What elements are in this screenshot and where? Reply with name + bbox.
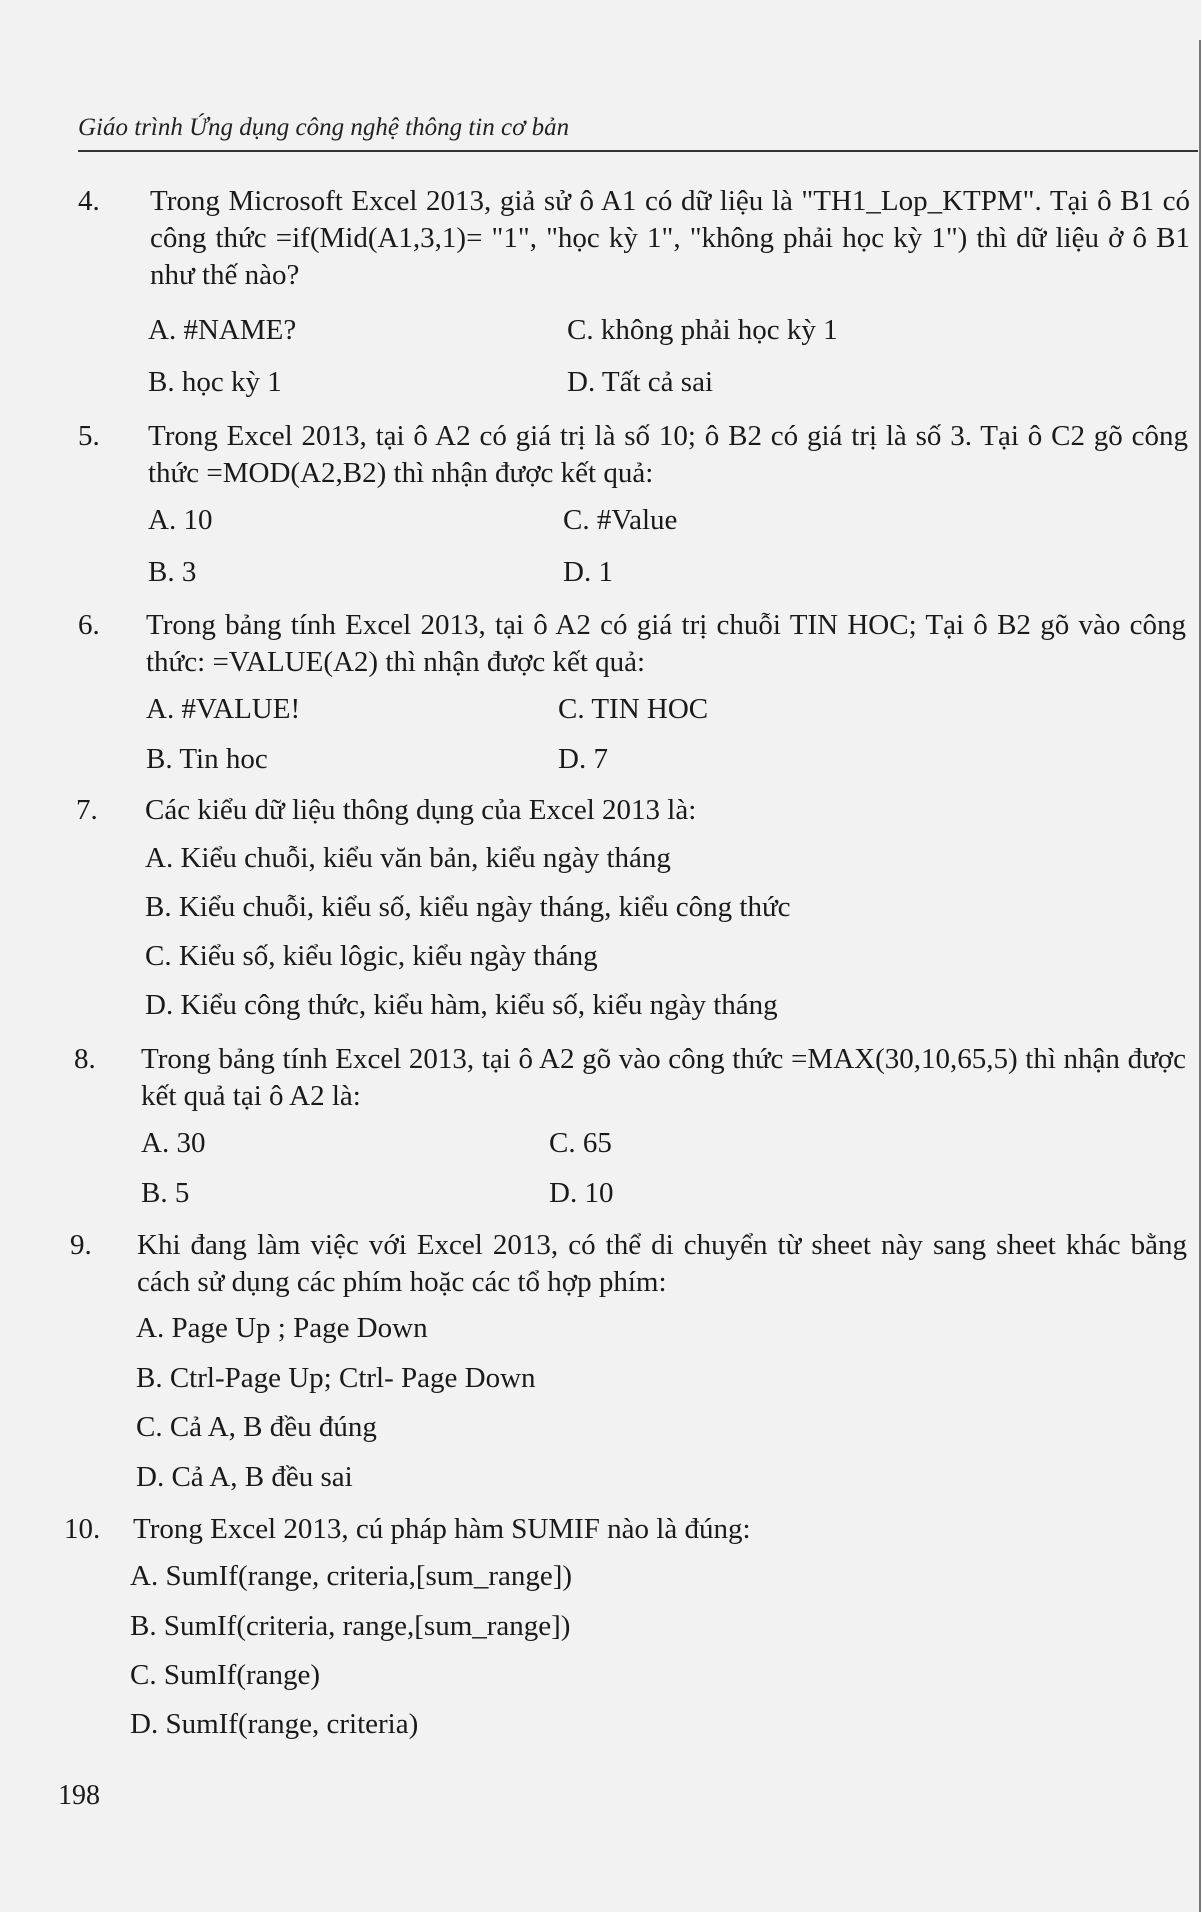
option-c: C. SumIf(range) — [130, 1659, 321, 1691]
question-stem: Trong Excel 2013, tại ô A2 có giá trị là số 10; ô B2 có giá trị là số 3. Tại ô C2 gõ công thức =MOD(A2,B2) thì nhận được kết quả: — [148, 420, 1188, 489]
option-d: D. Tất cả sai — [567, 366, 714, 398]
option-c: C. không phải học kỳ 1 — [567, 314, 838, 346]
option-b: B. 3 — [148, 556, 197, 588]
option-b: B. Kiểu chuỗi, kiểu số, kiểu ngày tháng, kiểu công thức — [145, 891, 791, 923]
question-stem: Các kiểu dữ liệu thông dụng của Excel 2013 là: — [145, 794, 697, 826]
option-c: C. #Value — [563, 504, 678, 536]
running-header — [78, 112, 1198, 152]
question-stem: Khi đang làm việc với Excel 2013, có thể di chuyển từ sheet này sang sheet khác bằng cách sử dụng các phím hoặc các tổ hợp phím: — [137, 1229, 1187, 1298]
option-c: C. Cả A, B đều đúng — [136, 1411, 377, 1443]
page-number: 198 — [58, 1780, 100, 1811]
question-stem: Trong Microsoft Excel 2013, giả sử ô A1 có dữ liệu là "TH1_Lop_KTPM". Tại ô B1 có công thức =if(Mid(A1,3,1)= "1", "học kỳ 1", "không phải học kỳ 1") thì dữ liệu ở ô B1 như thế nào? — [150, 185, 1190, 291]
option-a: A. #NAME? — [148, 314, 297, 346]
option-d: D. SumIf(range, criteria) — [130, 1708, 419, 1740]
option-a: A. 30 — [141, 1127, 206, 1159]
option-a: A. SumIf(range, criteria,[sum_range]) — [130, 1560, 573, 1592]
option-a: A. Kiểu chuỗi, kiểu văn bản, kiểu ngày tháng — [145, 842, 671, 874]
question-stem: Trong bảng tính Excel 2013, tại ô A2 gõ vào công thức =MAX(30,10,65,5) thì nhận được kết quả tại ô A2 là: — [141, 1043, 1186, 1112]
option-d: D. 7 — [558, 743, 608, 775]
option-d: D. 10 — [549, 1177, 614, 1209]
question-number: 4. — [78, 185, 100, 217]
option-b: B. học kỳ 1 — [148, 366, 282, 398]
option-c: C. TIN HOC — [558, 693, 709, 725]
option-c: C. 65 — [549, 1127, 612, 1159]
question-number: 8. — [74, 1043, 96, 1075]
question-number: 7. — [76, 794, 98, 826]
option-d: D. 1 — [563, 556, 613, 588]
option-a: A. 10 — [148, 504, 213, 536]
question-number: 5. — [78, 420, 100, 452]
option-b: B. 5 — [141, 1177, 190, 1209]
question-number: 6. — [78, 609, 100, 641]
question-number: 9. — [70, 1229, 92, 1261]
option-b: B. Ctrl-Page Up; Ctrl- Page Down — [136, 1362, 536, 1394]
question-stem: Trong Excel 2013, cú pháp hàm SUMIF nào là đúng: — [133, 1513, 751, 1545]
option-a: A. #VALUE! — [146, 693, 301, 725]
option-a: A. Page Up ; Page Down — [136, 1312, 428, 1344]
option-b: B. SumIf(criteria, range,[sum_range]) — [130, 1610, 571, 1642]
option-d: D. Kiểu công thức, kiểu hàm, kiểu số, kiểu ngày tháng — [145, 989, 778, 1021]
question-stem: Trong bảng tính Excel 2013, tại ô A2 có giá trị chuỗi TIN HOC; Tại ô B2 gõ vào công thức: =VALUE(A2) thì nhận được kết quả: — [146, 609, 1186, 678]
question-number: 10. — [64, 1513, 101, 1545]
option-c: C. Kiểu số, kiểu lôgic, kiểu ngày tháng — [145, 940, 598, 972]
option-b: B. Tin hoc — [146, 743, 268, 775]
header-title: Giáo trình Ứng dụng công nghệ thông tin cơ bản — [78, 114, 570, 141]
option-d: D. Cả A, B đều sai — [136, 1461, 353, 1493]
